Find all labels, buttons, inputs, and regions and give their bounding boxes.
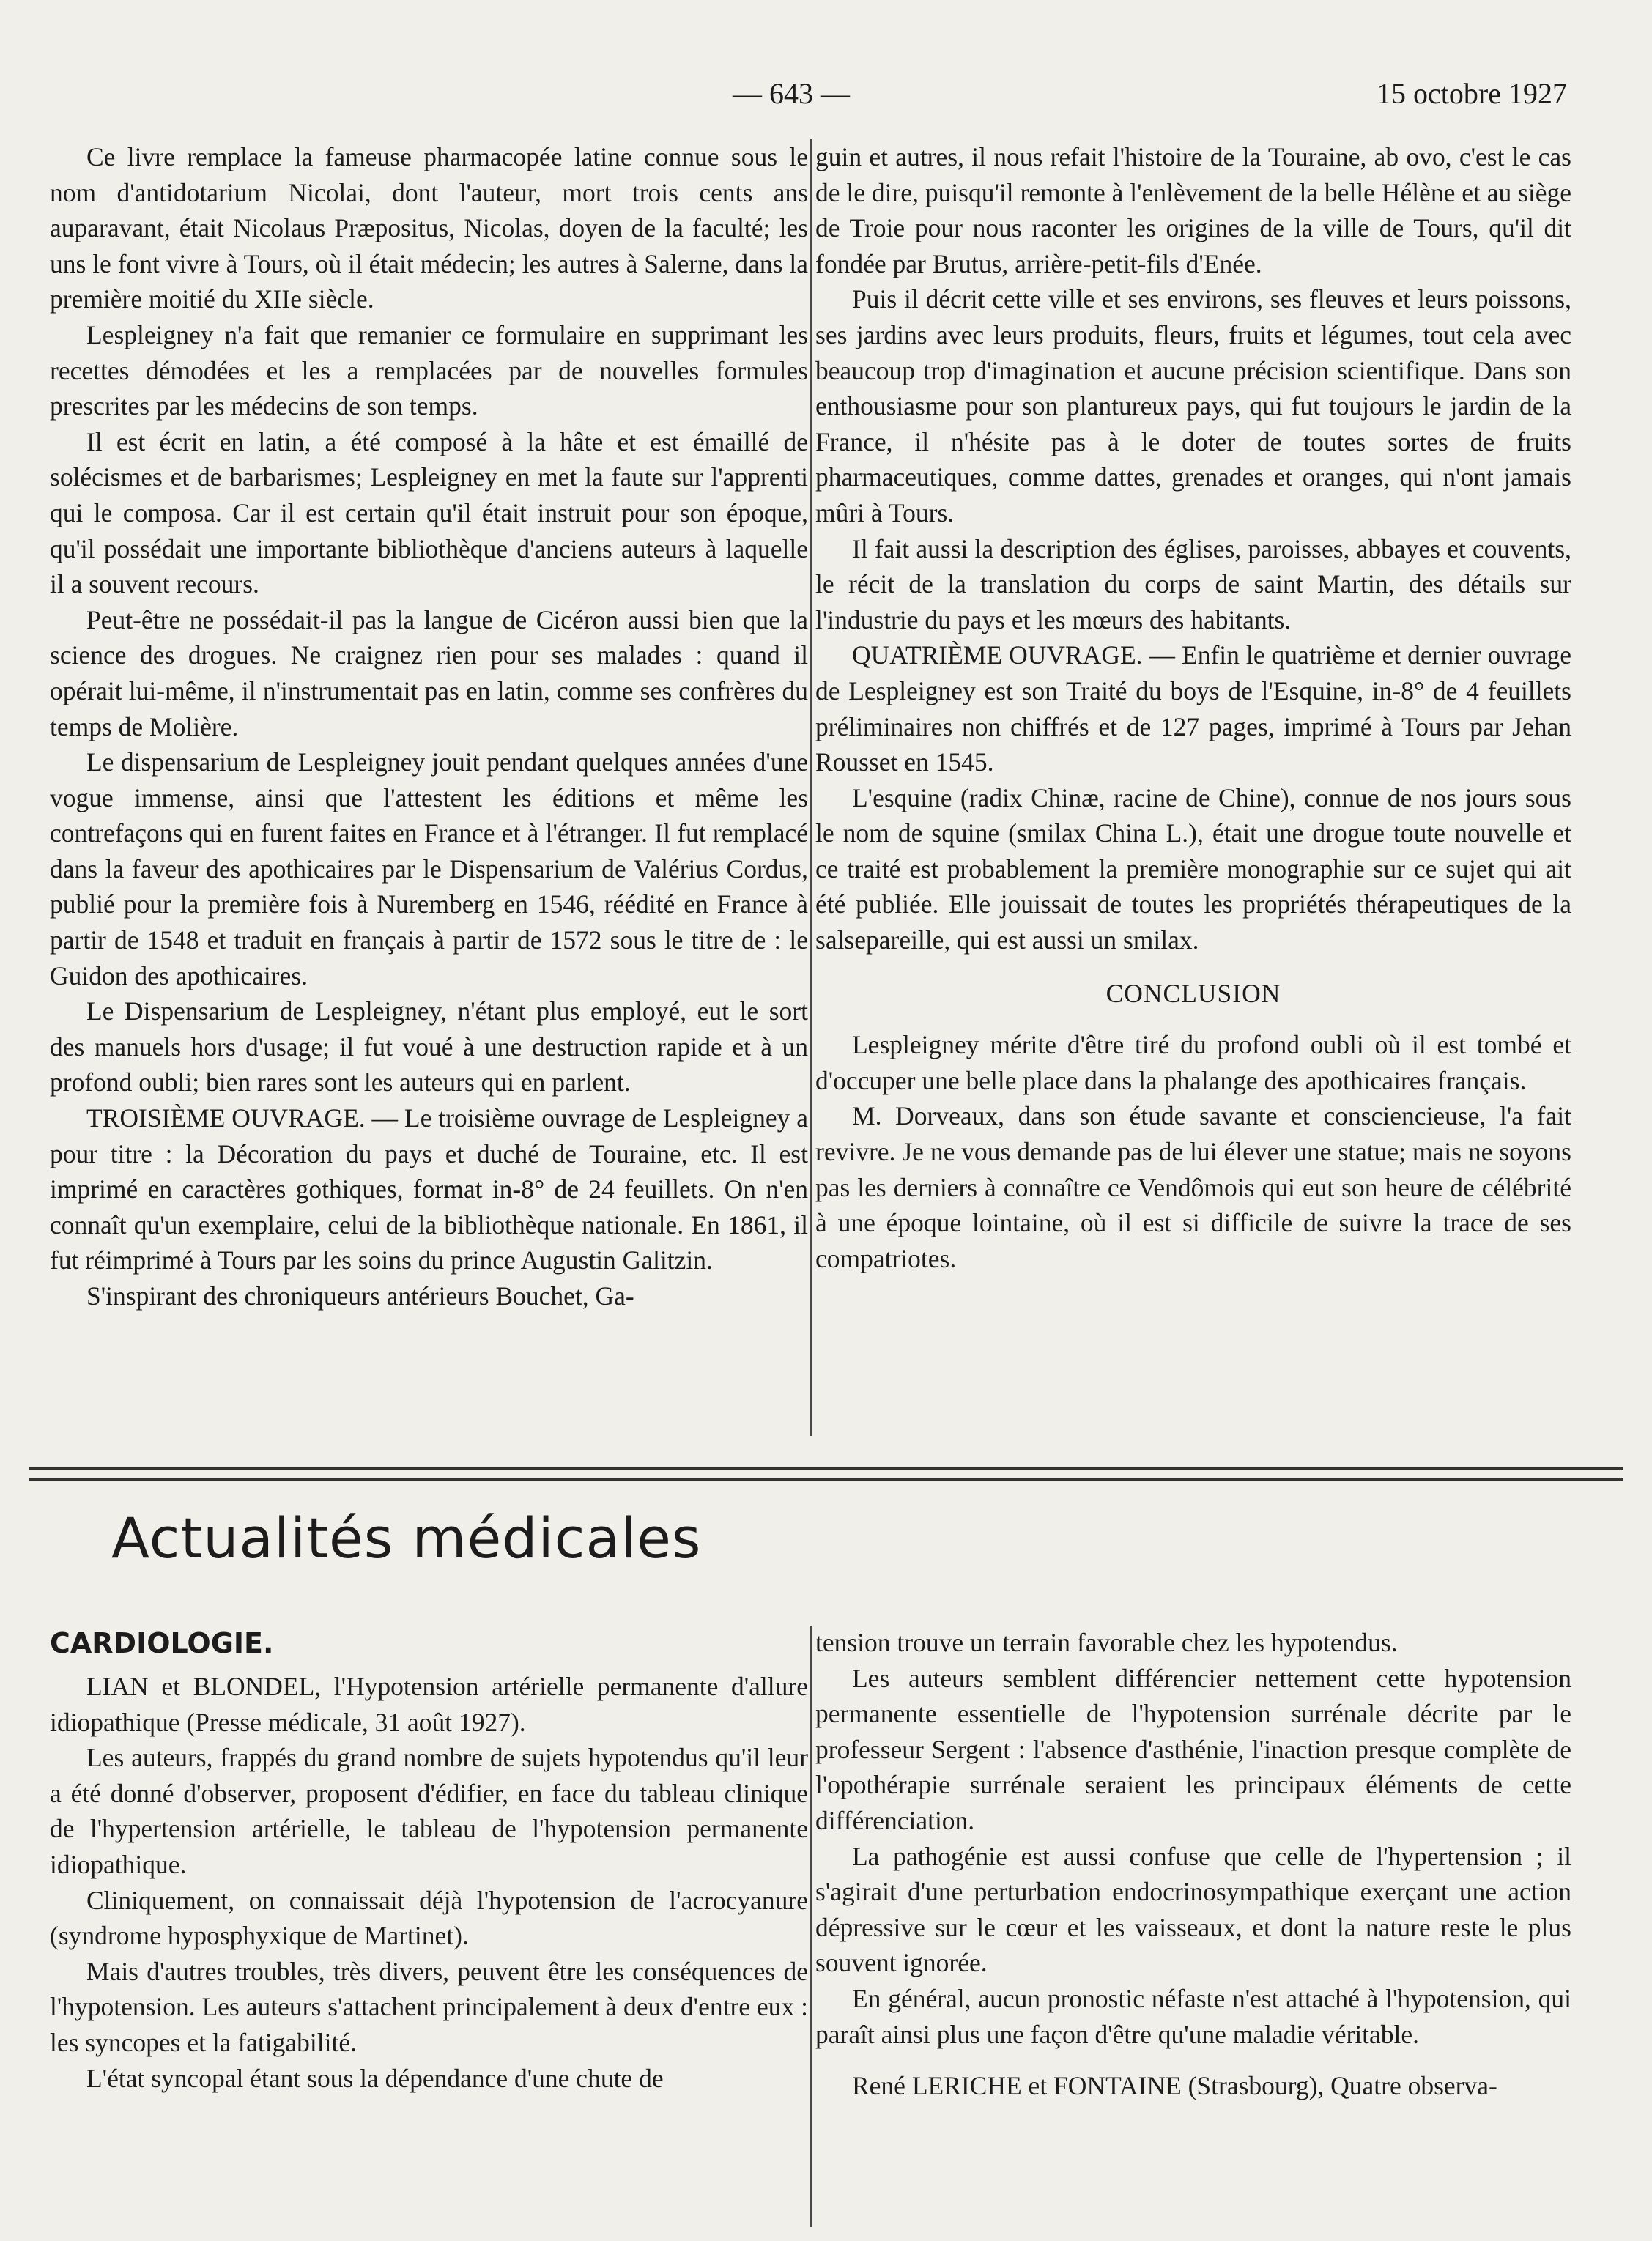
paragraph: Il est écrit en latin, a été composé à la hâte et est émaillé de solécismes et de barbarismes; Lespleigney en met la faute sur l'apprenti qui le composa. Car il est certain qu'il était instruit pour son époque, qu'il possédait une importante bibliothèque d'anciens auteurs à laquelle il a souvent recours. <box>50 426 808 599</box>
paragraph: QUATRIÈME OUVRAGE. — Enfin le quatrième et dernier ouvrage de Lespleigney est son Traité du boys de l'Esquine, in-8° de 4 feuillets préliminaires non chiffrés et de 127 pages, imprimé à Tours par Jehan Rousset en 1545. <box>815 640 1571 777</box>
spacer <box>815 2052 1571 2068</box>
paragraph: L'état syncopal étant sous la dépendance d'une chute de <box>86 2063 664 2093</box>
subheading-cardiologie: CARDIOLOGIE. <box>50 1627 274 1659</box>
column-top-left <box>50 139 808 1314</box>
paragraph: Le dispensarium de Lespleigney jouit pendant quelques années d'une vogue immense, ainsi que l'attestent les éditions et même les contrefaçons qui en furent faites en France et à l'étranger. Il fut remplacé dans la faveur des apothicaires par le Dispensarium de Valérius Cordus, publié pour la première fois à Nuremberg en 1546, réédité en France à partir de 1548 et traduit en français à partir de 1572 sous le titre de : le Guidon des apothicaires. <box>50 747 808 990</box>
paragraph: TROISIÈME OUVRAGE. — Le troisième ouvrage de Lespleigney a pour titre : la Décoration du pays et duché de Touraine, etc. Il est imprimé en caractères gothiques, format in-8° de 24 feuillets. On n'en connaît qu'un exemplaire, celui de la bibliothèque nationale. En 1861, il fut réimprimé à Tours par les soins du prince Augustin Galitzin. <box>50 1103 808 1275</box>
paragraph: En général, aucun pronostic néfaste n'est attaché à l'hypotension, qui paraît ainsi plus une façon d'être qu'une maladie véritable. <box>815 1983 1571 2049</box>
paragraph: Cliniquement, on connaissait déjà l'hypotension de l'acrocyanure (syndrome hyposphyxique de Martinet). <box>50 1885 808 1951</box>
paragraph: Il fait aussi la description des églises, paroisses, abbayes et couvents, le récit de la translation du corps de saint Martin, des détails sur l'industrie du pays et les mœurs des habitants. <box>815 533 1571 634</box>
section-separator <box>29 1467 1623 1481</box>
paragraph: Les auteurs semblent différencier nettement cette hypotension permanente essentielle de l'hypotension surrénale décrite par le professeur Sergent : l'absence d'asthénie, l'inaction presque complète de l'opothérapie surrénale seraient les principaux éléments de cette différenciation. <box>815 1663 1571 1835</box>
paragraph: Lespleigney n'a fait que remanier ce formulaire en supprimant les recettes démodées et les a remplacées par de nouvelles formules prescrites par les médecins de son temps. <box>50 319 808 421</box>
page-header <box>0 76 1652 120</box>
paragraph: S'inspirant des chroniqueurs antérieurs Bouchet, Ga- <box>86 1281 634 1311</box>
conclusion-heading: CONCLUSION <box>1105 978 1281 1008</box>
issue-date: 15 octobre 1927 <box>1377 77 1567 110</box>
column-bottom-left <box>50 1625 808 2096</box>
column-bottom-right <box>815 1625 1571 2104</box>
paragraph: tension trouve un terrain favorable chez les hypotendus. <box>815 1628 1398 1657</box>
paragraph: René LERICHE et FONTAINE (Strasbourg), Quatre observa- <box>852 2071 1497 2101</box>
paragraph: Le Dispensarium de Lespleigney, n'étant plus employé, eut le sort des manuels hors d'usage; il fut voué à une destruction rapide et à un profond oubli; bien rares sont les auteurs qui en parlent. <box>50 996 808 1097</box>
column-divider-top <box>810 139 812 1436</box>
paragraph: guin et autres, il nous refait l'histoire de la Touraine, ab ovo, c'est le cas de le dire, puisqu'il remonte à l'enlèvement de la belle Hélène et au siège de Troie pour nous raconter les origines de la ville de Tours, qu'il dit fondée par Brutus, arrière-petit-fils d'Enée. <box>815 142 1572 278</box>
paragraph: Les auteurs, frappés du grand nombre de sujets hypotendus qu'il leur a été donné d'observer, proposent d'édifier, en face du tableau clinique de l'hypertension artérielle, le tableau de l'hypotension permanente idiopathique. <box>50 1743 808 1879</box>
paragraph: Mais d'autres troubles, très divers, peuvent être les conséquences de l'hypotension. Les auteurs s'attachent principalement à deux d'entre eux : les syncopes et la fatigabilité. <box>50 1956 808 2057</box>
paragraph: Puis il décrit cette ville et ses environs, ses fleuves et leurs poissons, ses jardins avec leurs produits, fleurs, fruits et légumes, tout cela avec beaucoup trop d'imagination et aucune précision scientifique. Dans son enthousiasme pour son plantureux pays, qui fut toujours le jardin de la France, il n'hésite pas à le doter de toutes sortes de fruits pharmaceutiques, comme dattes, grenades et oranges, qui n'ont jamais mûri à Tours. <box>815 284 1571 527</box>
paragraph: Peut-être ne possédait-il pas la langue de Cicéron aussi bien que la science des drogues. Ne craignez rien pour ses malades : quand il opérait lui-même, il n'instrumentait pas en latin, comme ses confrères du temps de Molière. <box>50 604 808 741</box>
column-top-right <box>815 139 1571 1276</box>
paragraph: M. Dorveaux, dans son étude savante et consciencieuse, l'a fait revivre. Je ne vous demande pas de lui élever une statue; mais ne soyons pas les derniers à connaître ce Vendômois qui eut son heure de célébrité à une époque lointaine, où il est si difficile de suivre la trace de ses compatriotes. <box>815 1101 1571 1273</box>
section-title: Actualités médicales <box>111 1505 702 1571</box>
column-divider-bottom <box>810 1626 812 2227</box>
paragraph: La pathogénie est aussi confuse que celle de l'hypertension ; il s'agirait d'une perturbation endocrinosympathique exerçant une action dépressive sur le cœur et les vaisseaux, et dont la nature reste le plus souvent ignorée. <box>815 1841 1571 1978</box>
paragraph: L'esquine (radix Chinæ, racine de Chine), connue de nos jours sous le nom de squine (smilax China L.), était une drogue toute nouvelle et ce traité est probablement la première monographie sur ce sujet qui ait été publiée. Elle jouissait de toutes les propriétés thérapeutiques de la salsepareille, qui est aussi un smilax. <box>815 782 1571 955</box>
paragraph: Ce livre remplace la fameuse pharmacopée latine connue sous le nom d'antidotarium Nicolai, dont l'auteur, mort trois cents ans auparavant, était Nicolaus Præpositus, Nicolas, doyen de la faculté; les uns le font vivre à Tours, où il était médecin; les autres à Salerne, dans la première moitié du XIIe siècle. <box>50 142 808 314</box>
paragraph: Lespleigney mérite d'être tiré du profond oubli où il est tombé et d'occuper une belle place dans la phalange des apothicaires français. <box>815 1030 1571 1095</box>
page-number: — 643 — <box>733 77 850 110</box>
paragraph: LIAN et BLONDEL, l'Hypotension artérielle permanente d'allure idiopathique (Presse médicale, 31 août 1927). <box>50 1672 808 1737</box>
